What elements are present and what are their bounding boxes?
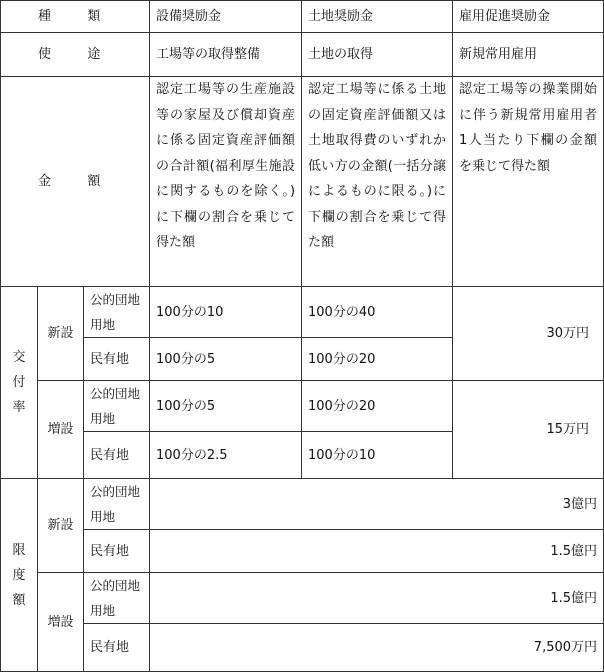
rate-expand-public-label: 公的団地用地 [84,381,150,432]
limit-expand-label: 増設 [38,573,84,672]
rate-new-employment: 30万円 [453,287,604,381]
header-row [1,1,604,33]
rate-new-label: 新設 [38,287,84,381]
rate-new-private-equipment: 100分の5 [150,338,302,381]
rate-new-public-label: 公的団地用地 [84,287,150,338]
rate-expand-label: 増設 [38,381,84,479]
limit-new-private-value: 1.5億円 [150,530,604,573]
rate-expand-public-equipment: 100分の5 [150,381,302,432]
limit-label [1,479,38,672]
limit-new-private-row [1,530,604,573]
limit-label-text: 限度額 [12,542,26,608]
rate-expand-public-land: 100分の20 [302,381,453,432]
type-header: 種 類 [1,1,150,33]
amount-row [1,77,604,287]
rate-expand-employment: 15万円 [453,381,604,479]
amount-land: 認定工場等に係る土地の固定資産評価額又は土地取得費のいずれか低い方の金額(一括分譲によるものに限る。)に下欄の割合を乗じて得た額 [302,77,453,287]
col-header-employment: 雇用促進奨励金 [453,1,604,33]
limit-new-public-value: 3億円 [150,479,604,530]
rate-expand-public-row [1,381,604,432]
rate-expand-private-equipment: 100分の2.5 [150,432,302,479]
rate-new-private-land: 100分の20 [302,338,453,381]
usage-employment: 新規常用雇用 [453,33,604,77]
limit-expand-private-row [1,624,604,672]
rate-new-public-land: 100分の40 [302,287,453,338]
usage-label: 使 途 [1,33,150,77]
amount-employment: 認定工場等の操業開始に伴う新規常用雇用者1人当たり下欄の金額を乗じて得た額 [453,77,604,287]
limit-new-public-row [1,479,604,530]
col-header-land: 土地奨励金 [302,1,453,33]
limit-expand-public-value: 1.5億円 [150,573,604,624]
rate-expand-private-label: 民有地 [84,432,150,479]
usage-land: 土地の取得 [302,33,453,77]
rate-new-public-row [1,287,604,338]
rate-expand-private-land: 100分の10 [302,432,453,479]
limit-expand-private-label: 民有地 [84,624,150,672]
usage-row [1,33,604,77]
grant-rate-label [1,287,38,479]
usage-equipment: 工場等の取得整備 [150,33,302,77]
col-header-equipment: 設備奨励金 [150,1,302,33]
limit-expand-public-row [1,573,604,624]
amount-equipment: 認定工場等の生産施設等の家屋及び償却資産に係る固定資産評価額の合計額(福利厚生施設に関するものを除く。)に下欄の割合を乗じて得た額 [150,77,302,287]
rate-new-public-equipment: 100分の10 [150,287,302,338]
rate-new-private-label: 民有地 [84,338,150,381]
limit-expand-private-value: 7,500万円 [150,624,604,672]
limit-new-public-label: 公的団地用地 [84,479,150,530]
limit-new-label: 新設 [38,479,84,573]
limit-expand-public-label: 公的団地用地 [84,573,150,624]
amount-label: 金 額 [1,77,150,287]
grant-rate-label-text: 交付率 [12,350,26,415]
limit-new-private-label: 民有地 [84,530,150,573]
